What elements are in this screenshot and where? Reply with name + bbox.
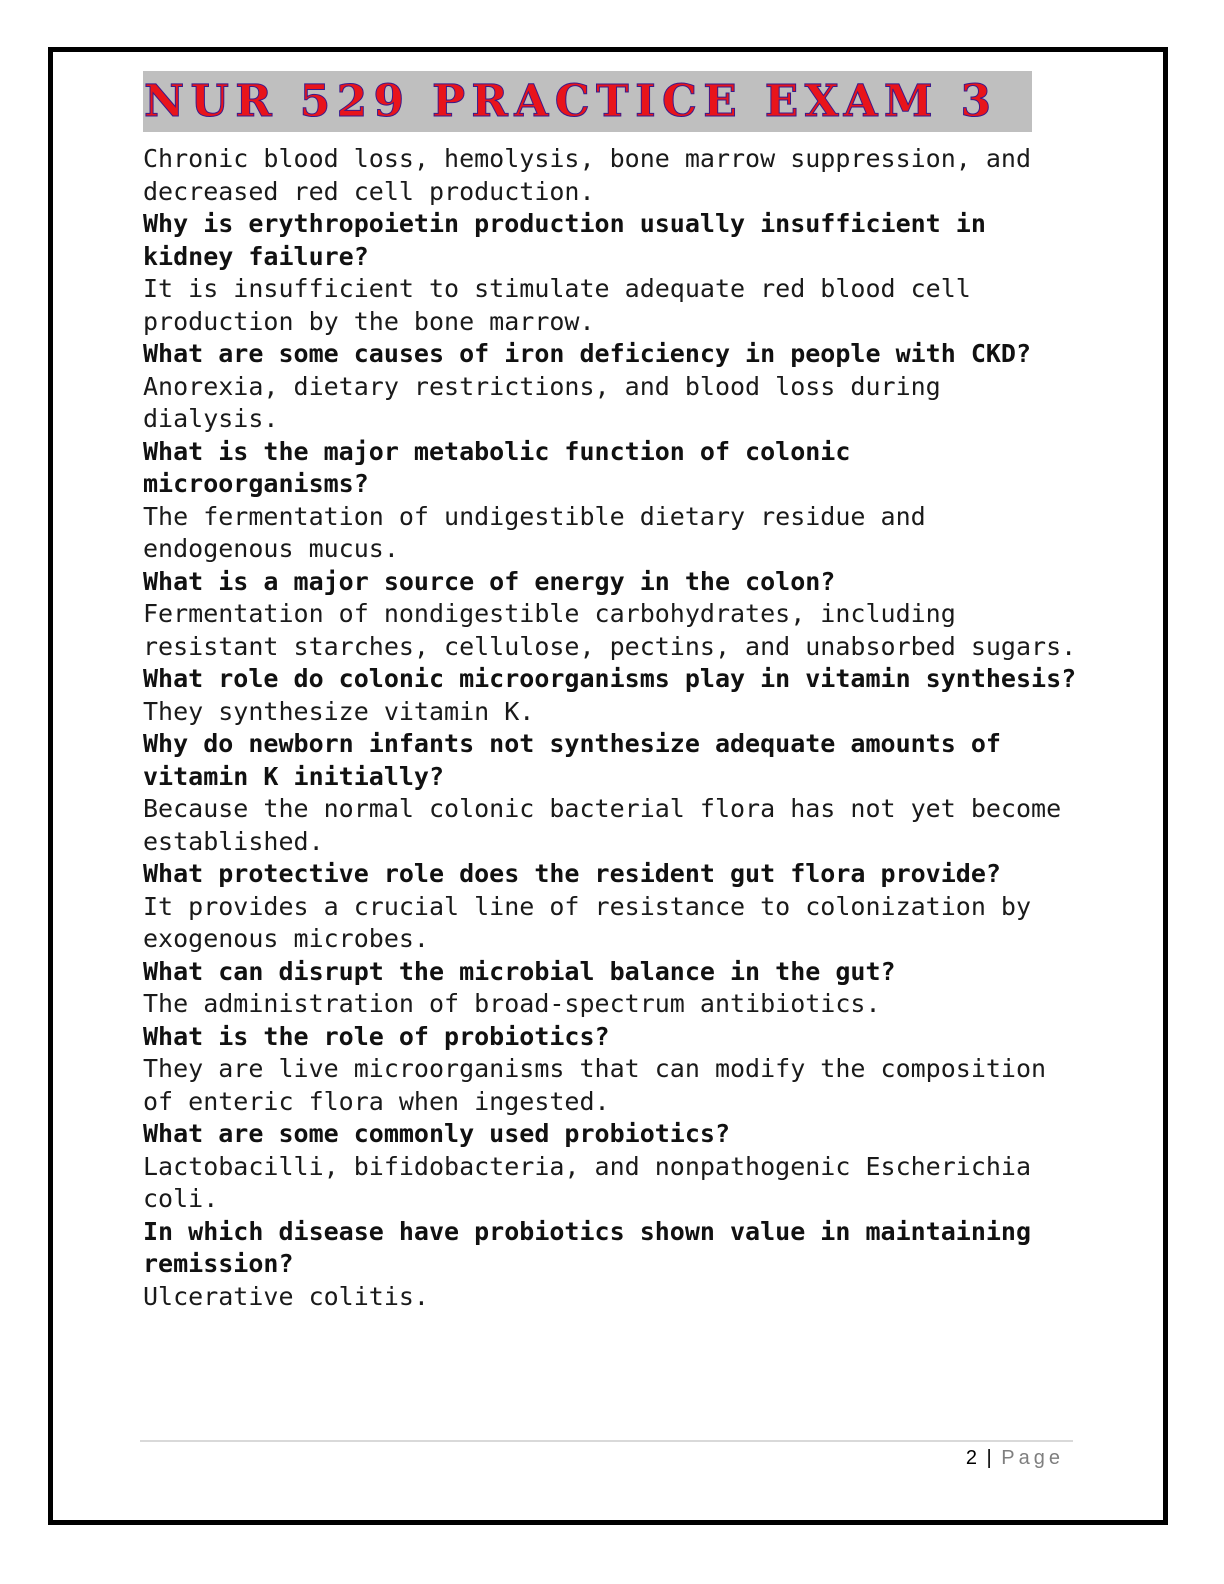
footer-separator: | xyxy=(986,1447,992,1469)
question-text: What can disrupt the microbial balance in the gut? xyxy=(143,956,896,986)
answer-text: Fermentation of nondigestible carbohydrates, including resistant starches, cellulose, pectins, and unabsorbed sugars. xyxy=(143,599,1077,661)
answer-text: Chronic blood loss, hemolysis, bone marrow suppression, and decreased red cell production. xyxy=(143,144,1032,206)
page-footer xyxy=(966,1445,1064,1471)
question-text: What is the role of probiotics? xyxy=(143,1021,610,1051)
question-text: What is the major metabolic function of colonic microorganisms? xyxy=(143,436,851,498)
question-text: What role do colonic microorganisms play in vitamin synthesis? xyxy=(143,664,1077,693)
answer-text: Lactobacilli, bifidobacteria, and nonpathogenic Escherichia coli. xyxy=(143,1151,1032,1213)
question-text: What are some commonly used probiotics? xyxy=(143,1119,730,1148)
answer-text: They synthesize vitamin K. xyxy=(143,696,535,726)
answer-text: Because the normal colonic bacterial flora has not yet become established. xyxy=(143,794,1062,856)
answer-text: They are live microorganisms that can modify the composition of enteric flora when ingested. xyxy=(143,1054,1047,1116)
question-text: What is a major source of energy in the colon? xyxy=(143,566,836,596)
page-number: 2 xyxy=(965,1447,977,1469)
page-label: Page xyxy=(1001,1447,1064,1469)
page-title: NUR 529 PRACTICE EXAM 3 xyxy=(144,76,998,127)
question-text: Why is erythropoietin production usually insufficient in kidney failure? xyxy=(143,209,986,271)
answer-text: The administration of broad-spectrum antibiotics. xyxy=(143,989,881,1018)
answer-text: Ulcerative colitis. xyxy=(143,1281,429,1311)
answer-text: Anorexia, dietary restrictions, and blood loss during dialysis. xyxy=(143,371,941,433)
question-text: What protective role does the resident gut flora provide? xyxy=(143,859,1001,888)
footer-divider xyxy=(140,1440,1073,1442)
answer-text: The fermentation of undigestible dietary residue and endogenous mucus. xyxy=(143,501,926,563)
question-text: Why do newborn infants not synthesize adequate amounts of vitamin K initially? xyxy=(143,729,1001,791)
question-text: In which disease have probiotics shown value in maintaining remission? xyxy=(143,1216,1032,1278)
question-text: What are some causes of iron deficiency in people with CKD? xyxy=(143,339,1032,368)
qa-content xyxy=(143,143,1083,1313)
answer-text: It provides a crucial line of resistance to colonization by exogenous microbes. xyxy=(143,891,1032,953)
answer-text: It is insufficient to stimulate adequate red blood cell production by the bone marrow. xyxy=(143,274,971,336)
